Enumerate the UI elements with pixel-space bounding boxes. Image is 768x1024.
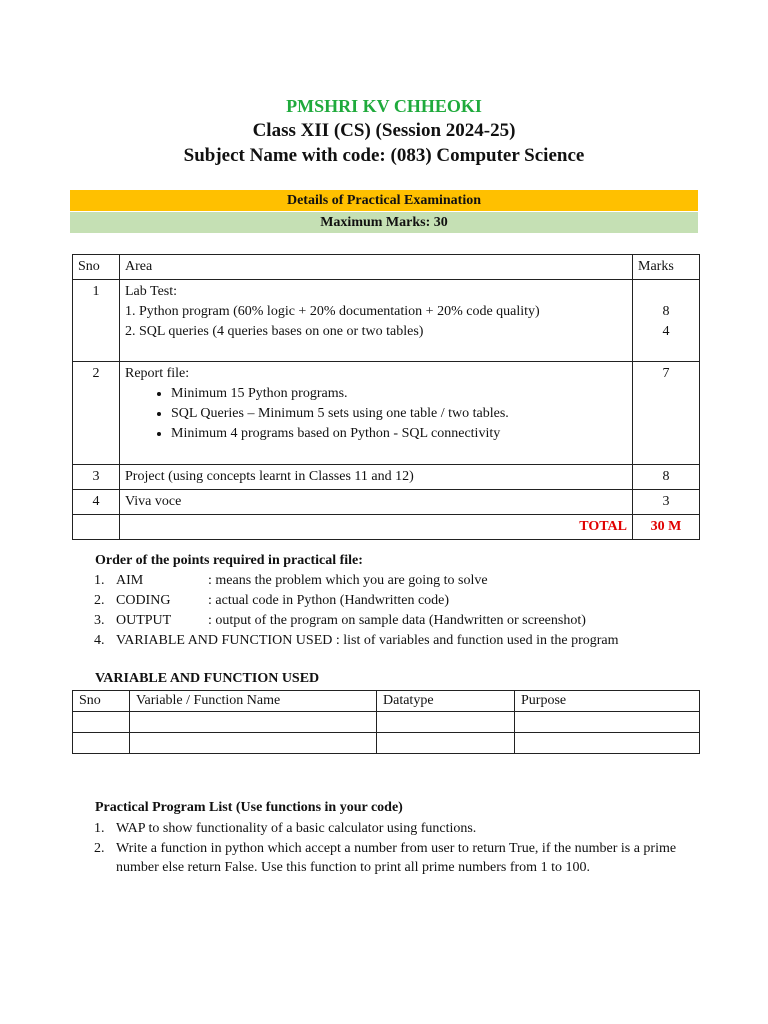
list-item: • Minimum 4 programs based on Python - SQL connectivity: [171, 424, 627, 444]
report-file-list: [125, 384, 627, 444]
row-area: Viva voce: [120, 490, 633, 515]
marks-table: [72, 254, 700, 540]
list-item: [94, 611, 619, 631]
row-marks: 8: [633, 465, 700, 490]
python-marks: 8: [662, 304, 670, 319]
table-header-row: [73, 691, 700, 712]
total-empty-cell: [73, 515, 120, 540]
row-sno: 1: [73, 280, 120, 362]
row-marks: 7: [633, 362, 700, 465]
item-key: OUTPUT: [116, 613, 172, 628]
table-row: [73, 490, 700, 515]
empty-cell: [377, 712, 515, 733]
table-row: [73, 712, 700, 733]
sql-marks: 4: [662, 324, 670, 339]
header-area: Area: [120, 255, 633, 280]
list-item: [94, 631, 619, 651]
item-key: CODING: [116, 593, 171, 608]
item-desc: : actual code in Python (Handwritten code): [208, 593, 450, 608]
total-marks: 30 M: [633, 515, 700, 540]
table-row: [73, 280, 700, 362]
header-purpose: Purpose: [515, 691, 700, 712]
list-item: • Minimum 15 Python programs.: [171, 384, 627, 404]
list-item: [94, 591, 619, 611]
item-key: AIM: [116, 573, 144, 588]
program-list: [94, 819, 704, 878]
variable-section-title: VARIABLE AND FUNCTION USED: [95, 671, 320, 686]
item-number: 1.: [94, 573, 105, 588]
header-sno: Sno: [73, 255, 120, 280]
empty-cell: [377, 733, 515, 754]
total-label: TOTAL: [120, 515, 633, 540]
row-area: [120, 280, 633, 362]
row-sno: 2: [73, 362, 120, 465]
empty-cell: [515, 712, 700, 733]
lab-test-title: Lab Test:: [125, 284, 178, 299]
item-text: WAP to show functionality of a basic calculator using functions.: [116, 821, 477, 836]
subject-line: Subject Name with code: (083) Computer Science: [183, 145, 585, 166]
class-session: Class XII (CS) (Session 2024-25): [252, 120, 516, 141]
row-area: Project (using concepts learnt in Classes 11 and 12): [120, 465, 633, 490]
program-list-title: Practical Program List (Use functions in your code): [95, 800, 403, 815]
report-file-title: Report file:: [125, 366, 190, 381]
order-title: Order of the points required in practical file:: [95, 553, 363, 568]
item-number: 3.: [94, 613, 105, 628]
header-variable-name: Variable / Function Name: [130, 691, 377, 712]
item-number: 4.: [94, 633, 105, 648]
item-number: 2.: [94, 840, 105, 856]
table-row: [73, 362, 700, 465]
school-name: PMSHRI KV CHHEOKI: [286, 96, 482, 116]
header-datatype: Datatype: [377, 691, 515, 712]
item-desc: : means the problem which you are going to solve: [208, 573, 488, 588]
total-row: [73, 515, 700, 540]
table-row: [73, 465, 700, 490]
item-desc: : output of the program on sample data (Handwritten or screenshot): [208, 613, 586, 628]
empty-cell: [130, 733, 377, 754]
empty-cell: [515, 733, 700, 754]
order-list: [94, 571, 619, 651]
list-item: [94, 571, 619, 591]
max-marks-banner: Maximum Marks: 30: [70, 212, 698, 233]
empty-cell: [73, 733, 130, 754]
list-item: • SQL Queries – Minimum 5 sets using one table / two tables.: [171, 404, 627, 424]
row-sno: 4: [73, 490, 120, 515]
table-row: [73, 733, 700, 754]
list-item: [94, 819, 704, 839]
table-header-row: [73, 255, 700, 280]
variable-table: [72, 690, 700, 754]
row-sno: 3: [73, 465, 120, 490]
list-item: [94, 839, 704, 878]
item-number: 1.: [94, 821, 105, 836]
exam-details-banner: Details of Practical Examination: [70, 190, 698, 211]
lab-test-python: 1. Python program (60% logic + 20% documentation + 20% code quality): [125, 304, 540, 319]
empty-cell: [73, 712, 130, 733]
lab-test-sql: 2. SQL queries (4 queries bases on one or two tables): [125, 324, 424, 339]
row-area: [120, 362, 633, 465]
empty-cell: [130, 712, 377, 733]
item-number: 2.: [94, 593, 105, 608]
header-marks: Marks: [633, 255, 700, 280]
item-text: Write a function in python which accept a number from user to return True, if the number is a prime number else return False. Use this function to print all prime numbers from 1 to 100.: [116, 840, 677, 875]
header-sno: Sno: [73, 691, 130, 712]
item-key: VARIABLE AND FUNCTION USED : list of variables and function used in the program: [116, 633, 619, 648]
row-marks: [633, 280, 700, 362]
row-marks: 3: [633, 490, 700, 515]
